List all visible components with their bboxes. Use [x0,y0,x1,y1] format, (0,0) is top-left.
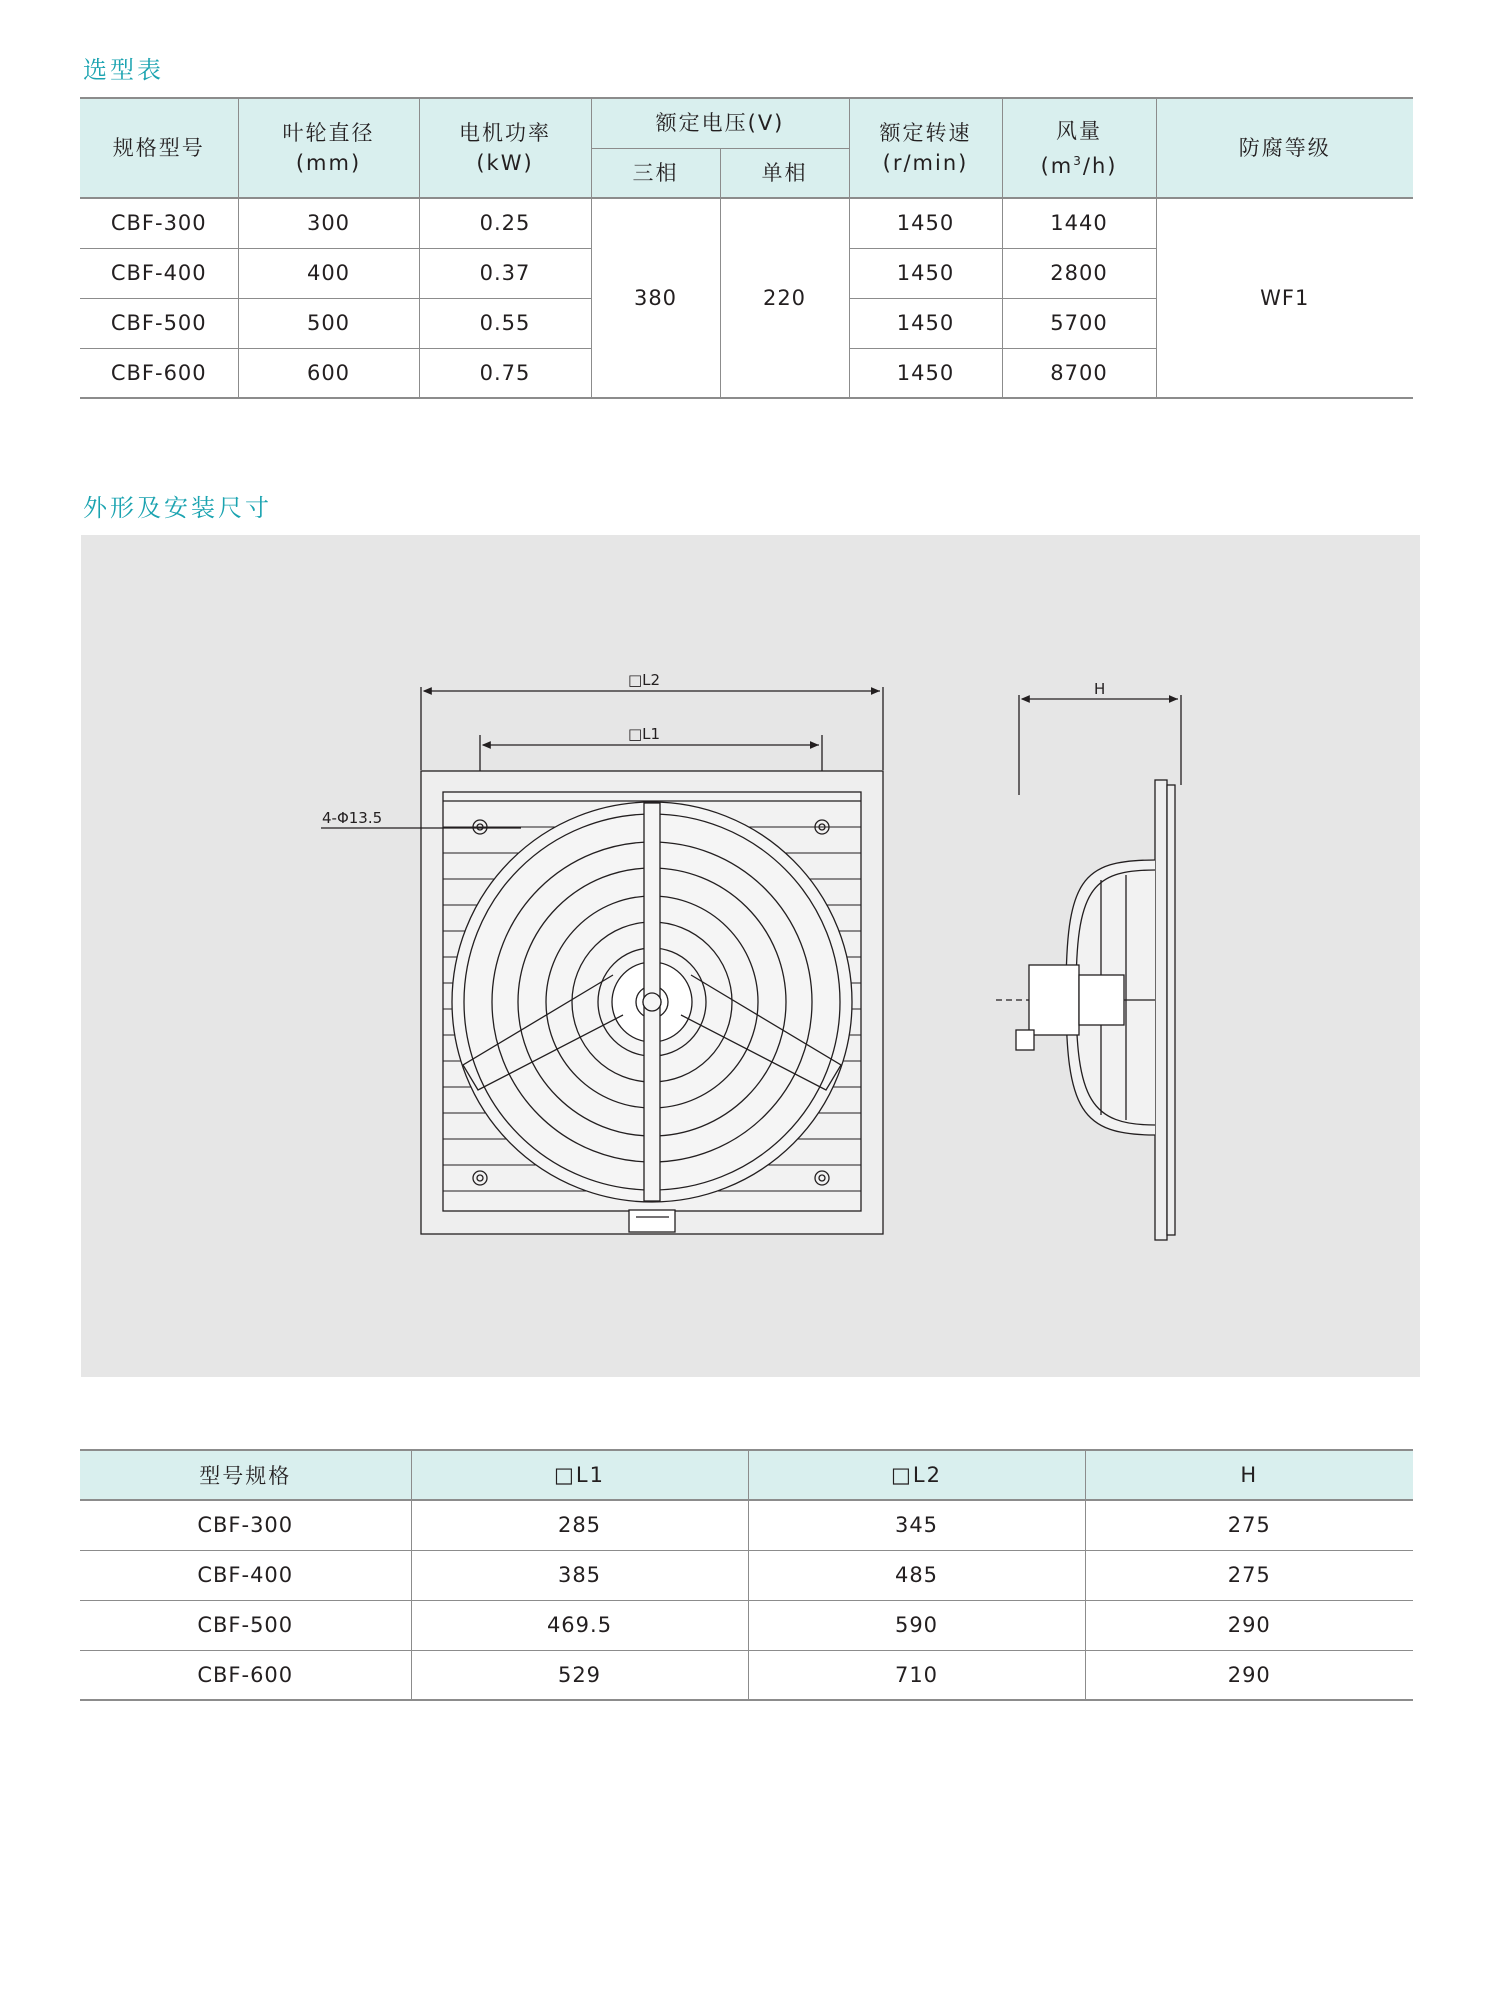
cell-single-phase-voltage: 220 [720,198,849,398]
header-three-phase: 三相 [591,148,720,198]
cell-power: 0.37 [419,248,591,298]
table-row [80,198,1413,248]
cell-h: 290 [1085,1600,1413,1650]
cell-impeller: 600 [238,348,419,398]
cell-corrosion: WF1 [1156,198,1413,398]
installation-drawing [81,535,1420,1377]
header-h: H [1085,1450,1413,1500]
install-dimensions-title: 外形及安装尺寸 [83,494,272,522]
header-voltage: 额定电压(V) [591,98,849,148]
cell-model: CBF-400 [80,1550,411,1600]
cell-speed: 1450 [849,298,1002,348]
label-l1: □L1 [628,725,661,743]
table-row [80,1550,1413,1600]
header-l1: □L1 [411,1450,748,1500]
header-impeller: 叶轮直径 (mm) [238,98,419,198]
cell-model: CBF-300 [80,198,238,248]
cell-power: 0.75 [419,348,591,398]
header-corrosion: 防腐等级 [1156,98,1413,198]
header-l2: □L2 [748,1450,1085,1500]
selection-table-title: 选型表 [83,56,164,84]
header-speed: 额定转速 (r/min) [849,98,1002,198]
cell-speed: 1450 [849,348,1002,398]
cell-l2: 345 [748,1500,1085,1550]
selection-table [80,97,1413,399]
header-single-phase: 单相 [720,148,849,198]
cell-three-phase-voltage: 380 [591,198,720,398]
table-row [80,1600,1413,1650]
cell-airflow: 2800 [1002,248,1156,298]
dimension-table [80,1449,1413,1701]
cell-power: 0.55 [419,298,591,348]
cell-l2: 710 [748,1650,1085,1700]
cell-l1: 529 [411,1650,748,1700]
table-row [80,1500,1413,1550]
label-holes: 4-Φ13.5 [322,809,383,827]
cell-model: CBF-500 [80,1600,411,1650]
cell-model: CBF-500 [80,298,238,348]
header-power: 电机功率 (kW) [419,98,591,198]
cell-impeller: 400 [238,248,419,298]
cell-l1: 285 [411,1500,748,1550]
cell-l1: 469.5 [411,1600,748,1650]
cell-model: CBF-300 [197,1513,294,1538]
cell-speed: 1450 [849,248,1002,298]
cell-l2: 590 [748,1600,1085,1650]
front-view [321,687,883,1234]
cell-l2: 485 [748,1550,1085,1600]
cell-l1: 385 [411,1550,748,1600]
table-row [80,1650,1413,1700]
cell-power: 0.25 [419,198,591,248]
cell-h: 275 [1085,1500,1413,1550]
cell-impeller: 500 [238,298,419,348]
header-model: 型号规格 [80,1450,411,1500]
side-view [996,695,1181,1240]
cell-model: CBF-600 [80,348,238,398]
fan-drawing-svg [81,535,1420,1377]
label-l2: □L2 [628,671,661,689]
cell-speed: 1450 [849,198,1002,248]
header-airflow: 风量 $(m^3/h)$ [1002,98,1156,198]
label-h: H [1094,680,1106,698]
cell-model: CBF-400 [80,248,238,298]
cell-airflow: 1440 [1002,198,1156,248]
header-model: 规格型号 [80,98,238,198]
cell-model: CBF-600 [80,1650,411,1700]
cell-h: 275 [1085,1550,1413,1600]
cell-impeller: 300 [238,198,419,248]
cell-airflow: 5700 [1002,298,1156,348]
cell-h: 290 [1085,1650,1413,1700]
cell-airflow: 8700 [1002,348,1156,398]
